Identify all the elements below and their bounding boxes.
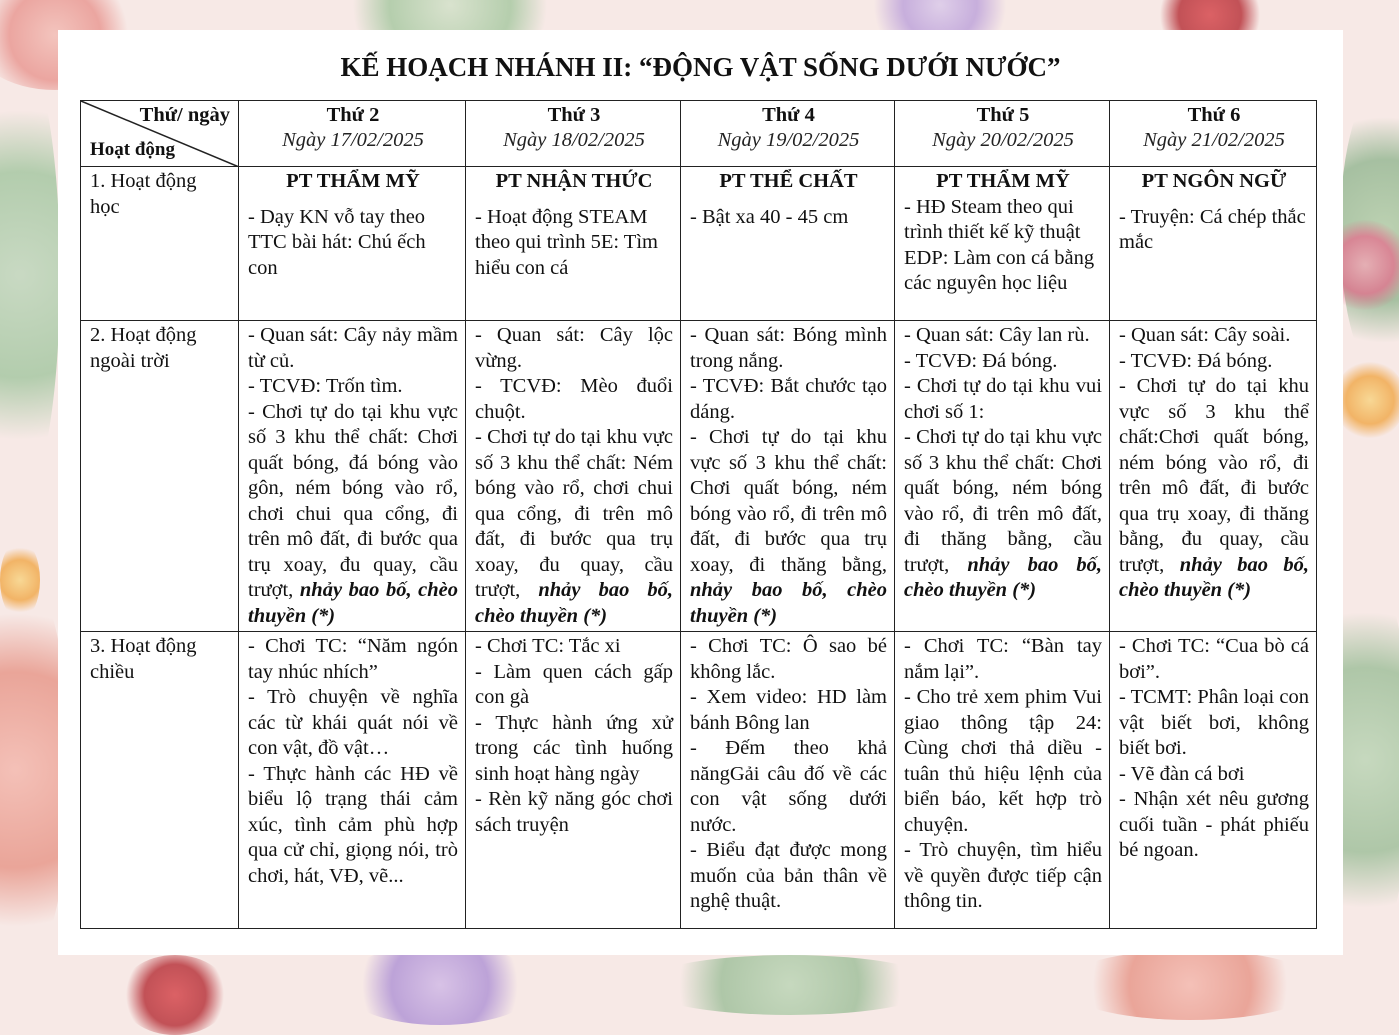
day-header <box>681 101 895 167</box>
weekly-plan-table <box>80 100 1317 929</box>
day-date: Ngày 18/02/2025 <box>503 129 645 151</box>
day-date: Ngày 19/02/2025 <box>717 129 860 151</box>
activity-text: - Trò chuyện về nghĩa các từ khái quát nói về con vật, đồ vật… <box>248 686 458 759</box>
row-label: 2. Hoạt động ngoài trời <box>81 321 239 632</box>
day-header <box>466 101 681 167</box>
activity-emphasis: nhảy bao bố, chèo thuyền (*) <box>690 579 887 627</box>
activity-text: - HĐ Steam theo qui trình thiết kế kỹ thuật EDP: Làm con cá bằng các nguyên học liệu <box>904 195 1095 294</box>
development-domain: PT NHẬN THỨC <box>495 170 653 192</box>
activity-text: - Làm quen cách gấp con gà <box>475 660 673 708</box>
activity-text: - Trò chuyện, tìm hiểu về quyền được tiếp cận thông tin. <box>904 839 1102 912</box>
activity-emphasis: nhảy bao bố, chèo thuyền (*) <box>475 579 674 627</box>
day-date: Ngày 20/02/2025 <box>932 129 1074 151</box>
activity-text: - TCVĐ: Mèo đuổi chuột. <box>475 375 673 423</box>
activity-emphasis: nhảy bao bố, chèo thuyền (*) <box>1119 553 1309 601</box>
floral-decoration <box>1335 360 1399 440</box>
development-domain: PT THẨM MỸ <box>936 170 1070 192</box>
activity-text: - Chơi TC: Tắc xi <box>475 635 621 657</box>
day-name: Thứ 4 <box>762 104 815 126</box>
activity-text: - Hoạt động STEAM theo qui trình 5E: Tìm hiểu con cá <box>475 205 658 279</box>
table-cell <box>895 321 1110 632</box>
day-date: Ngày 17/02/2025 <box>282 129 424 151</box>
corner-header-cell <box>81 101 239 167</box>
day-header <box>895 101 1110 167</box>
activity-text: - Vẽ đàn cá bơi <box>1119 762 1245 785</box>
development-domain: PT NGÔN NGỮ <box>1141 170 1287 192</box>
activity-text: - Chơi tự do tại khu vực số 3 khu thể chất: Chơi quất bóng, ném bóng vào rổ, đi trên mô đất, đi bước qua trụ xoay, đi thăng bằng, <box>690 426 887 576</box>
day-name: Thứ 3 <box>547 104 601 126</box>
table-cell <box>1110 321 1317 632</box>
activity-text: - Quan sát: Cây nảy mầm từ củ. <box>248 324 458 372</box>
day-header <box>239 101 466 167</box>
corner-label-activity: Hoạt động <box>90 138 175 160</box>
activity-text: - Quan sát: Cây lan rù. <box>904 324 1090 346</box>
activity-text: - Rèn kỹ năng góc chơi sách truyện <box>475 788 673 836</box>
day-header <box>1110 101 1317 167</box>
table-cell <box>239 167 466 321</box>
table-row <box>81 632 1317 929</box>
row-label: 3. Hoạt động chiều <box>81 632 239 929</box>
table-cell <box>895 167 1110 321</box>
table-row <box>81 321 1317 632</box>
activity-text: - Chơi tự do tại khu vực số 3 khu thể chất: Chơi quất bóng, đá bóng vào gôn, ném bóng vào rổ, chơi chui qua cổng, đi trên mô đất, đi bước qua trụ xoay, đu quay, cầu trượt, <box>248 400 458 601</box>
table-row <box>81 167 1317 321</box>
activity-text: - Quan sát: Cây lộc vừng. <box>475 324 673 372</box>
activity-text: - Xem video: HD làm bánh Bông lan <box>690 686 887 734</box>
day-name: Thứ 6 <box>1187 104 1241 126</box>
table-header-row <box>81 101 1317 167</box>
table-cell <box>239 321 466 632</box>
activity-text: - Chơi TC: “Bàn tay nắm lại”. <box>904 635 1102 683</box>
activity-text: - Thực hành ứng xử trong các tình huống sinh hoạt hàng ngày <box>475 711 673 785</box>
floral-decoration <box>0 540 40 620</box>
day-date: Ngày 21/02/2025 <box>1143 129 1285 151</box>
table-cell <box>681 167 895 321</box>
activity-text: - Thực hành các HĐ về biểu lộ trạng thái cảm xúc, tình cảm phù hợp qua cử chỉ, giọng nói, trò chơi, hát, VĐ, vẽ... <box>248 762 458 887</box>
activity-text: - Cho trẻ xem phim Vui giao thông tập 24: Cùng chơi thả diều - tuân thủ hiệu lệnh của biển báo, kết hợp trò chuyện. <box>904 686 1102 836</box>
floral-decoration <box>1060 950 1320 1020</box>
table-cell <box>466 167 681 321</box>
document-page <box>58 30 1343 955</box>
activity-emphasis: nhảy bao bố, chèo thuyền (*) <box>904 553 1103 601</box>
table-cell <box>895 632 1110 929</box>
activity-text: - TCVĐ: Bắt chước tạo dáng. <box>690 375 887 423</box>
activity-text: - TCVĐ: Đá bóng. <box>904 349 1058 372</box>
activity-text: - Chơi TC: Ô sao bé không lắc. <box>690 635 887 683</box>
development-domain: PT THỂ CHẤT <box>719 170 858 192</box>
table-cell <box>1110 632 1317 929</box>
activity-text: - TCMT: Phân loại con vật biết bơi, không biết bơi. <box>1119 686 1309 759</box>
day-name: Thứ 5 <box>976 104 1030 126</box>
activity-text: - Truyện: Cá chép thắc mắc <box>1119 205 1306 253</box>
floral-decoration <box>0 50 60 500</box>
table-cell <box>1110 167 1317 321</box>
page-title: KẾ HOẠCH NHÁNH II: “ĐỘNG VẬT SỐNG DƯỚI NƯỚC” <box>340 52 1061 82</box>
corner-label-day: Thứ/ ngày <box>139 104 230 126</box>
activity-text: - Bật xa 40 - 45 cm <box>690 205 849 228</box>
activity-text: - Nhận xét nêu gương cuối tuần - phát phiếu bé ngoan. <box>1119 788 1309 861</box>
activity-text: - TCVĐ: Đá bóng. <box>1119 349 1273 372</box>
activity-emphasis: nhảy bao bố, chèo thuyền (*) <box>248 579 459 627</box>
activity-text: - Chơi TC: “Cua bò cá bơi”. <box>1119 635 1309 683</box>
activity-text: - Quan sát: Bóng mình trong nắng. <box>690 324 887 372</box>
floral-decoration <box>340 945 540 1025</box>
day-name: Thứ 2 <box>326 104 380 126</box>
table-cell <box>239 632 466 929</box>
activity-text: - Chơi tự do tại khu vui chơi số 1: <box>904 375 1102 423</box>
activity-text: - Chơi tự do tại khu vực số 3 khu thể chất: Ném bóng vào rổ, chơi chui qua cổng, đi trên mô đất, đi bước qua trụ xoay, đu quay, cầu trượt, <box>475 426 673 601</box>
floral-decoration <box>120 955 230 1035</box>
floral-decoration <box>640 955 940 1015</box>
activity-text: - Chơi tự do tại khu vực số 3 khu thể chất:Chơi quất bóng, ném bóng vào rổ, đi trên mô đất, đi bước qua trụ xoay, đi thăng bằng, đu quay, cầu trượt, <box>1119 375 1309 576</box>
table-cell <box>681 321 895 632</box>
activity-text: - Biểu đạt được mong muốn của bản thân về nghệ thuật. <box>690 839 887 912</box>
table-cell <box>466 321 681 632</box>
table-cell <box>681 632 895 929</box>
activity-text: - Quan sát: Cây soài. <box>1119 324 1291 346</box>
activity-text: - Chơi tự do tại khu vực số 3 khu thể chất: Chơi quất bóng, ném bóng vào rổ, đi trên mô đất, đi thăng bằng, cầu trượt, <box>904 426 1102 576</box>
table-cell <box>466 632 681 929</box>
activity-text: - TCVĐ: Trốn tìm. <box>248 375 403 397</box>
activity-text: - Đếm theo khả năngGải câu đố về các con vật sống dưới nước. <box>690 737 887 836</box>
development-domain: PT THẨM MỸ <box>286 170 420 192</box>
activity-text: - Chơi TC: “Năm ngón tay nhúc nhích” <box>248 635 458 683</box>
row-label: 1. Hoạt động học <box>81 167 239 321</box>
activity-text: - Dạy KN vỗ tay theo TTC bài hát: Chú ếch con <box>248 205 426 279</box>
